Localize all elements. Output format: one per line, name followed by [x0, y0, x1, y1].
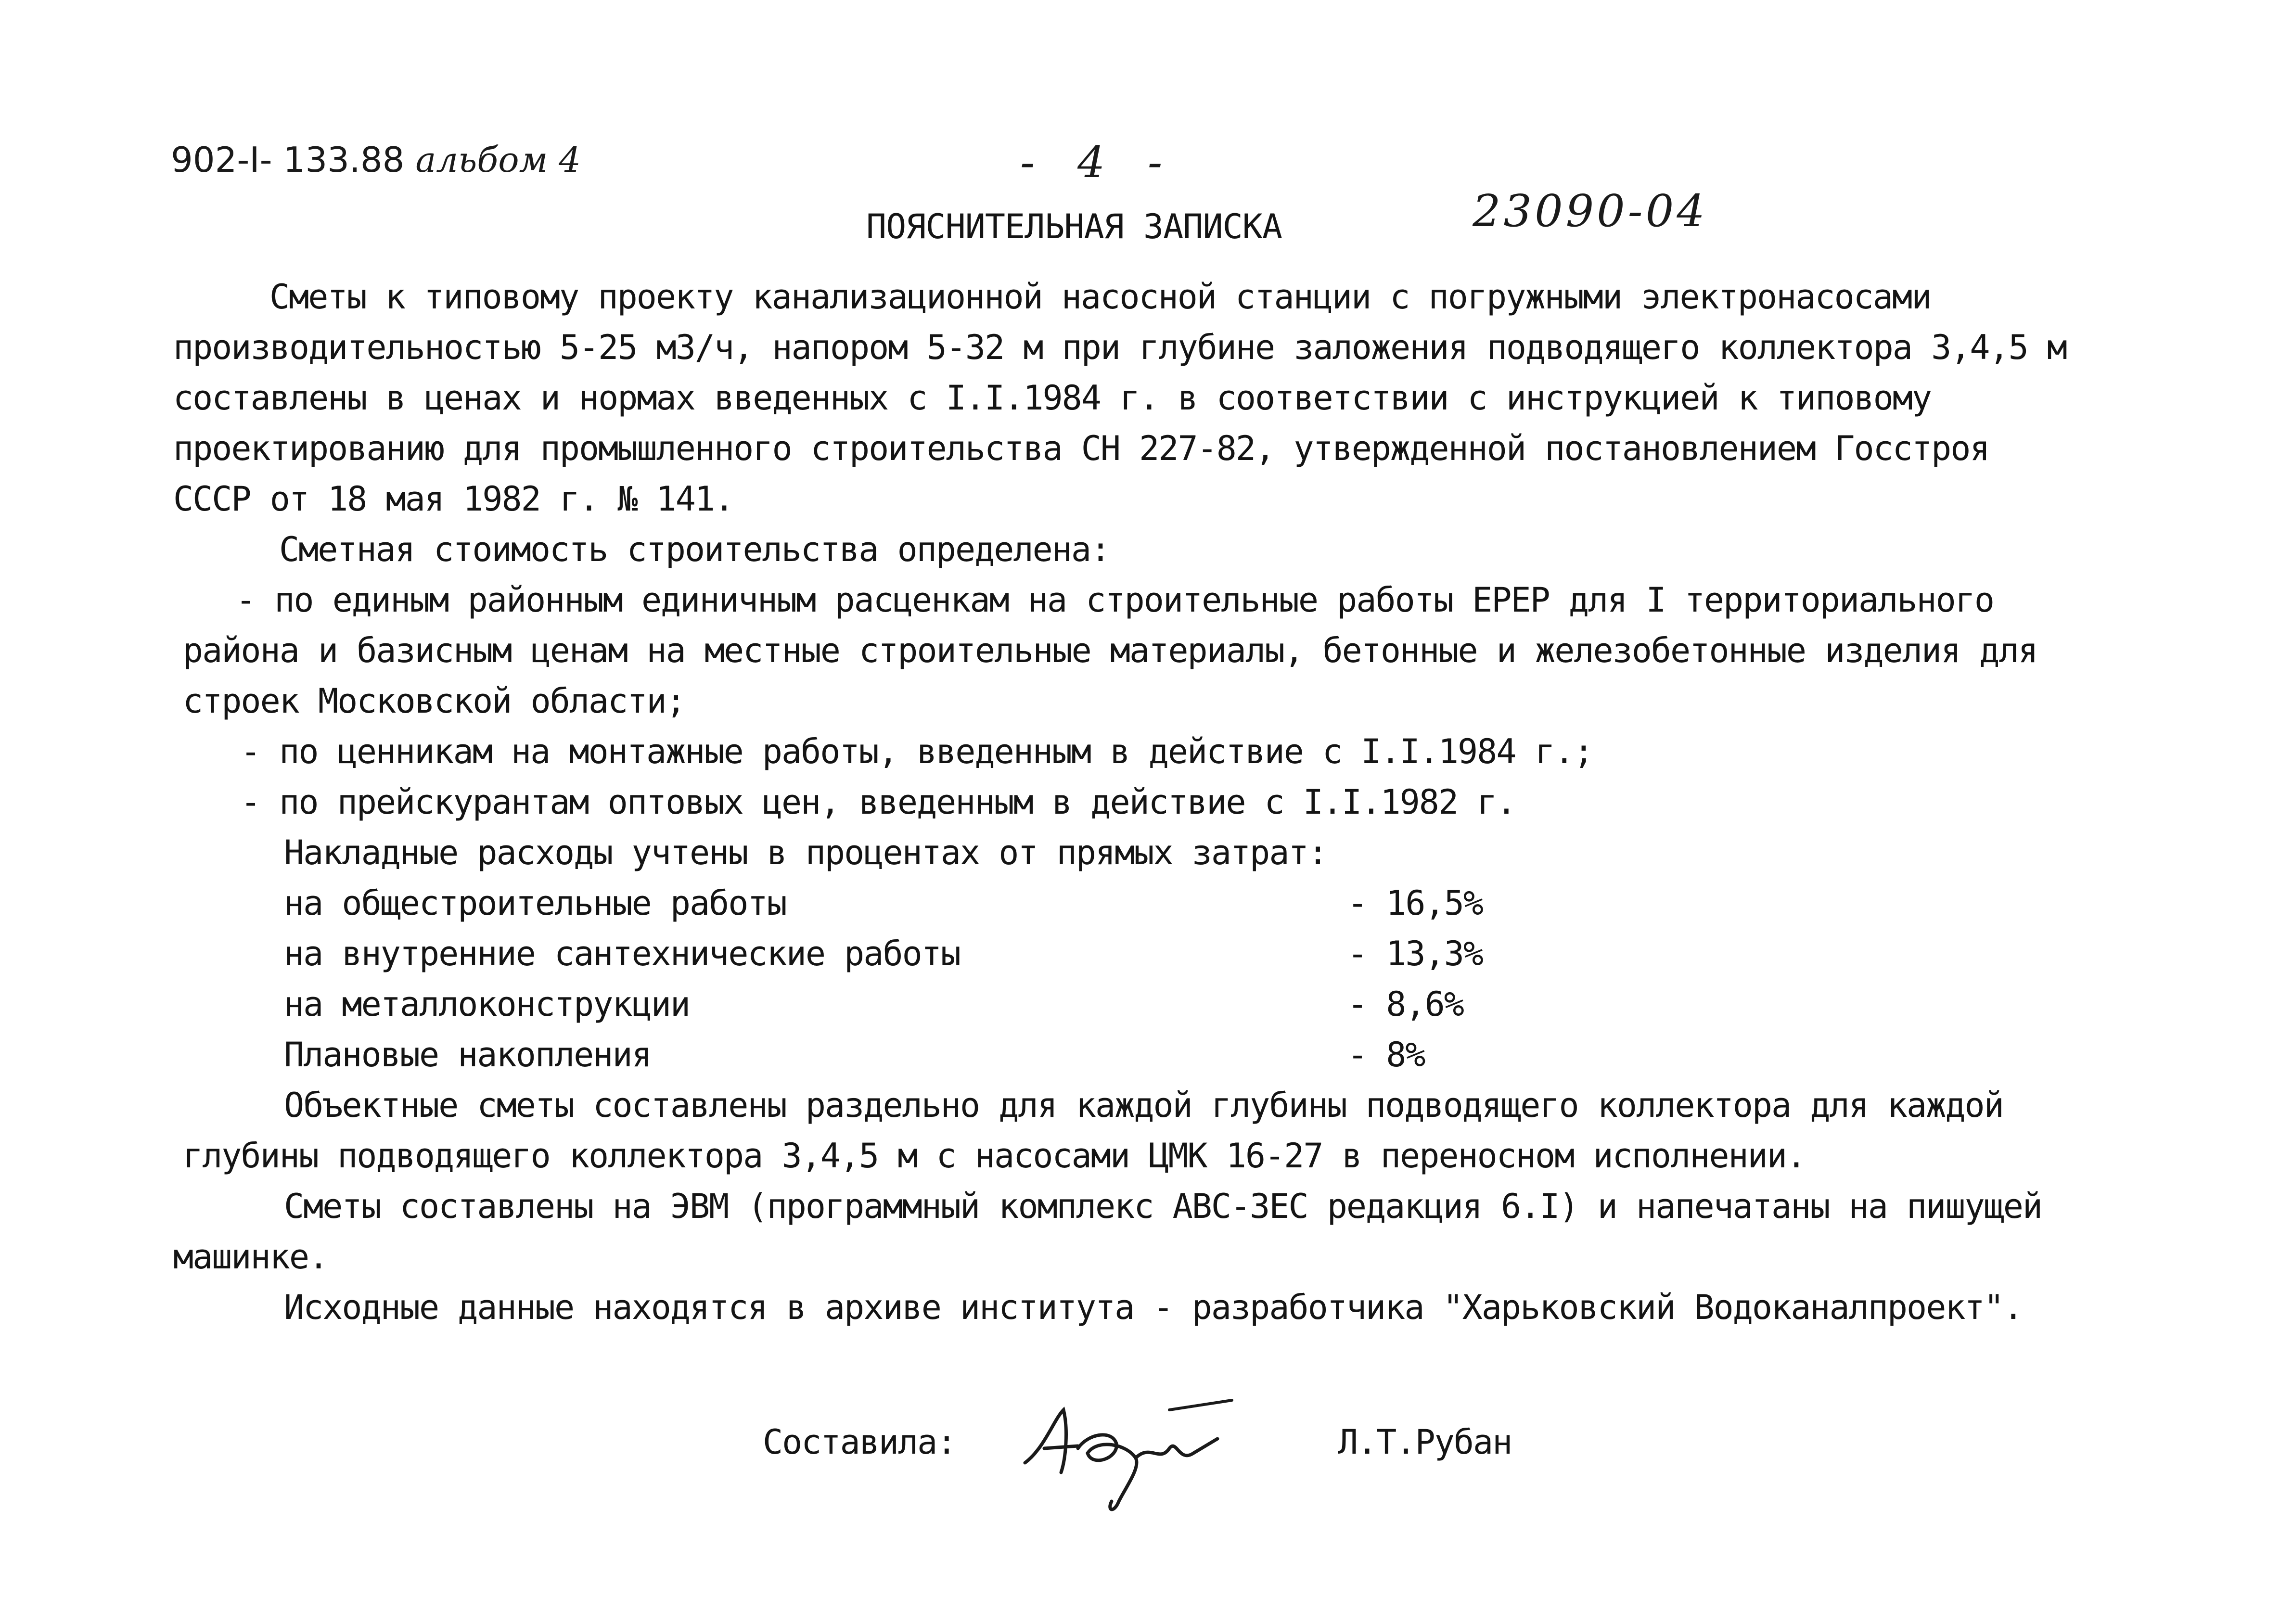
- overhead-label: на общестроительные работы: [284, 883, 786, 923]
- body-text: [173, 272, 2146, 1333]
- overhead-value: - 8,6%: [1347, 985, 1463, 1024]
- handwritten-signature: [1015, 1391, 1242, 1525]
- cost-item: - по ценникам на монтажные работы, введенным в действие с I.I.1984 г.;: [241, 732, 1593, 771]
- cost-item: района и базисным ценам на местные строительные материалы, бетонные и железобетонные изделия для: [183, 631, 2037, 670]
- overhead-row: [173, 929, 2146, 979]
- intro-line: Сметы к типовому проекту канализационной насосной станции с погружными электронасосами: [269, 277, 1931, 317]
- computer-note-paragraph: [173, 1181, 2146, 1282]
- cost-item: строек Московской области;: [183, 681, 685, 721]
- doc-code-number: 902-I- 133.88: [171, 140, 405, 180]
- overhead-row: [173, 979, 2146, 1030]
- intro-line: СССР от 18 мая 1982 г. № 141.: [173, 479, 734, 519]
- overhead-row: [173, 878, 2146, 929]
- cost-item: - по прейскурантам оптовых цен, введенным в действие с I.I.1982 г.: [241, 782, 1516, 822]
- intro-paragraph: [173, 272, 2146, 524]
- overhead-section: [173, 828, 2146, 1080]
- cost-item: - по единым районным единичным расценкам на строительные работы ЕРЕР для I территориального: [236, 580, 1994, 620]
- intro-line: составлены в ценах и нормах введенных с I.I.1984 г. в соответствии с инструкцией к типовому: [173, 378, 1932, 418]
- album-label: альбом 4: [415, 140, 581, 180]
- overhead-value: - 8%: [1347, 1035, 1425, 1074]
- overhead-row: [173, 1030, 2146, 1080]
- overhead-value: - 13,3%: [1347, 934, 1483, 973]
- cost-section: [173, 524, 2146, 828]
- compiled-by-label: Составила:: [763, 1422, 956, 1462]
- intro-line: проектированию для промышленного строительства СН 227-82, утвержденной постановлением Госстроя: [173, 429, 1989, 468]
- overhead-heading: Накладные расходы учтены в процентах от прямых затрат:: [284, 833, 1327, 872]
- source-note-paragraph: [173, 1282, 2146, 1333]
- object-estimates-line: Объектные сметы составлены раздельно для каждой глубины подводящего коллектора для каждой: [284, 1086, 2003, 1125]
- object-estimates-paragraph: [173, 1080, 2146, 1181]
- source-note-line: Исходные данные находятся в архиве института - разработчика "Харьковский Водоканалпроект".: [284, 1288, 2023, 1327]
- page-title: ПОЯСНИТЕЛЬНАЯ ЗАПИСКА: [866, 207, 1282, 246]
- inventory-number: 23090-04: [1473, 185, 1708, 237]
- overhead-label: на металлоконструкции: [284, 985, 690, 1024]
- cost-heading: Сметная стоимость строительства определена:: [279, 530, 1110, 569]
- intro-line: производительностью 5-25 м3/ч, напором 5-32 м при глубине заложения подводящего коллектора 3,4,5 м: [173, 328, 2067, 367]
- object-estimates-line: глубины подводящего коллектора 3,4,5 м с насосами ЦМК 16-27 в переносном исполнении.: [183, 1136, 1806, 1176]
- page-number: - 4 -: [1020, 137, 1177, 188]
- overhead-label: на внутренние сантехнические работы: [284, 934, 961, 973]
- computer-note-line: Сметы составлены на ЭВМ (программный комплекс АВС-3ЕС редакция 6.I) и напечатаны на пишущей: [284, 1187, 2042, 1226]
- compiler-name: Л.Т.Рубан: [1338, 1422, 1512, 1462]
- doc-code: [171, 140, 581, 180]
- overhead-label: Плановые накопления: [284, 1035, 651, 1074]
- computer-note-line: машинке.: [173, 1237, 328, 1277]
- overhead-value: - 16,5%: [1347, 883, 1483, 923]
